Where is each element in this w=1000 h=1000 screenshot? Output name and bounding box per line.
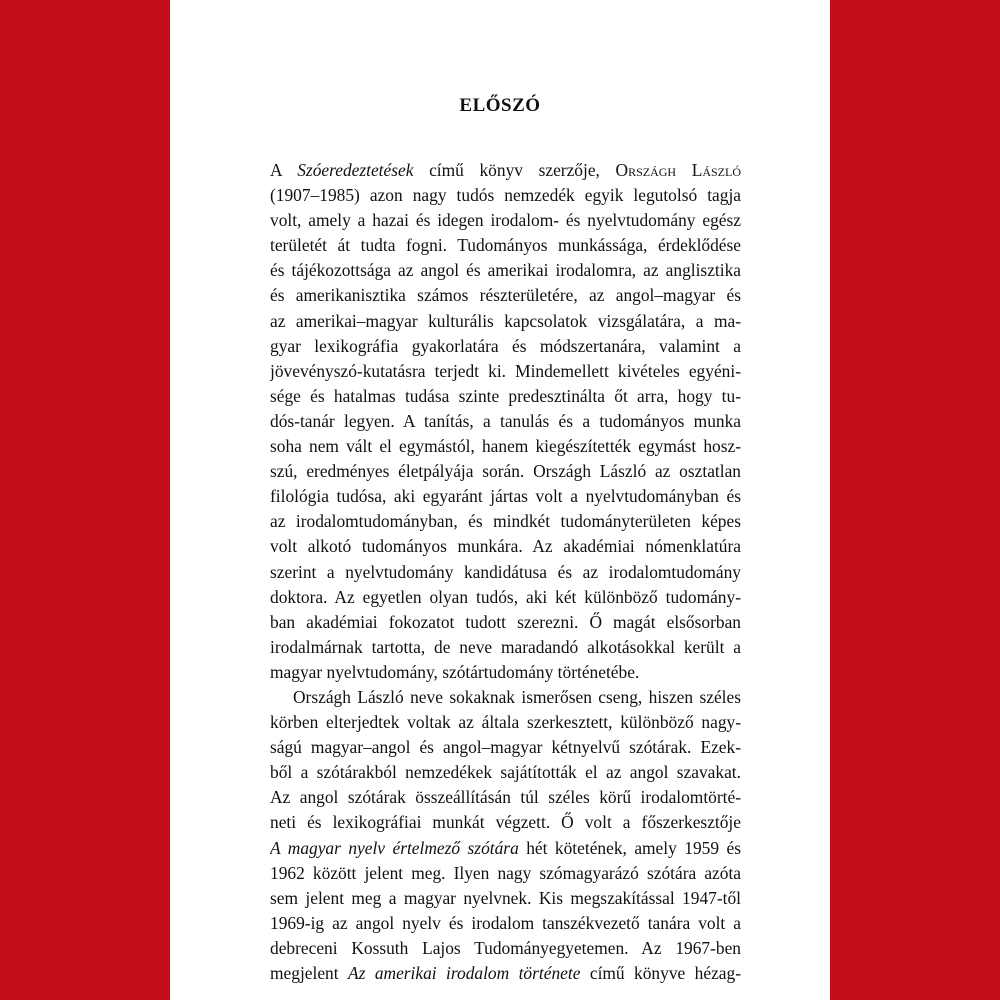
text-run: és amerikanisztika számos részterületére, az angol–magyar és: [270, 285, 741, 306]
text-run: irodalmárnak tartotta, de neve maradandó alkotásokkal került a: [270, 636, 741, 657]
text-line: [270, 810, 741, 835]
text-run: ban akadémiai fokozatot tudott szerezni. Ő magát elsősorban: [270, 611, 741, 632]
text-line: [270, 735, 741, 760]
text-run: területét át tudta fogni. Tudományos munkássága, érdeklődése: [270, 235, 741, 256]
italic-title: A magyar nyelv értelmező szótára: [270, 837, 519, 858]
text-line: [270, 334, 741, 359]
text-run: dós-tanár legyen. A tanítás, a tanulás és a tudományos munka: [270, 410, 741, 431]
text-line: [270, 384, 741, 409]
text-run: volt, amely a hazai és idegen irodalom- és nyelvtudomány egész: [270, 210, 741, 231]
text-line: [270, 434, 741, 459]
text-line: [270, 936, 741, 961]
text-run: sége és hatalmas tudása szinte predesztinálta őt arra, hogy tu-: [270, 385, 741, 406]
text-line: [270, 459, 741, 484]
text-run: jövevényszó-kutatásra terjedt ki. Mindemellett kivételes egyéni-: [270, 360, 741, 381]
text-run: filológia tudósa, aki egyaránt jártas volt a nyelvtudományban és: [270, 486, 741, 507]
text-run: az irodalomtudományban, és mindkét tudományterületen képes: [270, 511, 741, 532]
text-run: Országh László neve sokaknak ismerősen cseng, hiszen széles: [293, 686, 741, 707]
text-run: volt alkotó tudományos munkára. Az akadémiai nómenklatúra: [270, 536, 741, 557]
text-line: [270, 886, 741, 911]
body-text: [270, 158, 741, 986]
text-line: [270, 785, 741, 810]
text-line: [270, 610, 741, 635]
text-run: magyar nyelvtudomány, szótártudomány történetébe.: [270, 661, 640, 682]
italic-title: Az amerikai irodalom története: [348, 963, 581, 983]
text-run: A: [270, 160, 298, 180]
text-run: Az angol szótárak összeállításán túl széles körű irodalomtörté-: [270, 787, 741, 808]
text-line: [270, 861, 741, 886]
text-line: [270, 961, 741, 986]
italic-title: Szóeredeztetések: [297, 160, 414, 180]
page-title: ELŐSZÓ: [459, 95, 541, 116]
text-line: [270, 409, 741, 434]
text-run: doktora. Az egyetlen olyan tudós, aki két különböző tudomány-: [270, 586, 741, 607]
text-run: ből a szótárakból nemzedékek sajátították el az angol szavakat.: [270, 762, 741, 783]
text-line: [270, 635, 741, 660]
text-line: [270, 484, 741, 509]
text-line: [270, 258, 741, 283]
author-name: Országh László: [615, 160, 741, 180]
text-run: (1907–1985) azon nagy tudós nemzedék egyik legutolsó tagja: [270, 185, 741, 206]
text-run: soha nem vált el egymástól, hanem kiegészítették egymást hosz-: [270, 436, 741, 457]
text-line: [270, 509, 741, 534]
book-page: [170, 0, 830, 1000]
text-line: [270, 208, 741, 233]
paragraph: [270, 158, 741, 685]
text-line: [270, 836, 741, 861]
text-line: [270, 560, 741, 585]
text-run: megjelent: [270, 963, 348, 983]
text-run: szú, eredményes életpályája során. Országh László az osztatlan: [270, 461, 741, 482]
text-run: körben elterjedtek voltak az általa szerkesztett, különböző nagy-: [270, 712, 741, 733]
text-run: gyar lexikográfia gyakorlatára és módszertanára, valamint a: [270, 335, 741, 356]
text-run: című könyv szerzője,: [413, 160, 616, 180]
text-run: ságú magyar–angol és angol–magyar kétnyelvű szótárak. Ezek-: [270, 737, 741, 758]
text-line: [270, 911, 741, 936]
paragraph: [270, 685, 741, 986]
text-run: szerint a nyelvtudomány kandidátusa és az irodalomtudomány: [270, 561, 741, 582]
text-run: 1962 között jelent meg. Ilyen nagy szómagyarázó szótára azóta: [270, 862, 741, 883]
text-run: neti és lexikográfiai munkát végzett. Ő volt a főszerkesztője: [270, 812, 741, 833]
text-run: hét kötetének, amely 1959 és: [518, 837, 741, 858]
text-line: [270, 660, 741, 685]
text-line: [270, 685, 741, 710]
text-run: sem jelent meg a magyar nyelvnek. Kis megszakítással 1947-től: [270, 887, 741, 908]
text-line: [270, 710, 741, 735]
text-line: [270, 309, 741, 334]
text-line: [270, 158, 741, 183]
text-line: [270, 359, 741, 384]
text-line: [270, 183, 741, 208]
text-run: című könyve hézag-: [580, 963, 741, 983]
text-line: [270, 283, 741, 308]
text-run: debreceni Kossuth Lajos Tudományegyetemen. Az 1967-ben: [270, 937, 741, 958]
text-line: [270, 760, 741, 785]
text-line: [270, 233, 741, 258]
text-run: az amerikai–magyar kulturális kapcsolatok vizsgálatára, a ma-: [270, 310, 741, 331]
text-run: 1969-ig az angol nyelv és irodalom tanszékvezető tanára volt a: [270, 912, 741, 933]
text-run: és tájékozottsága az angol és amerikai irodalomra, az anglisztika: [270, 260, 741, 281]
text-line: [270, 534, 741, 559]
text-line: [270, 585, 741, 610]
